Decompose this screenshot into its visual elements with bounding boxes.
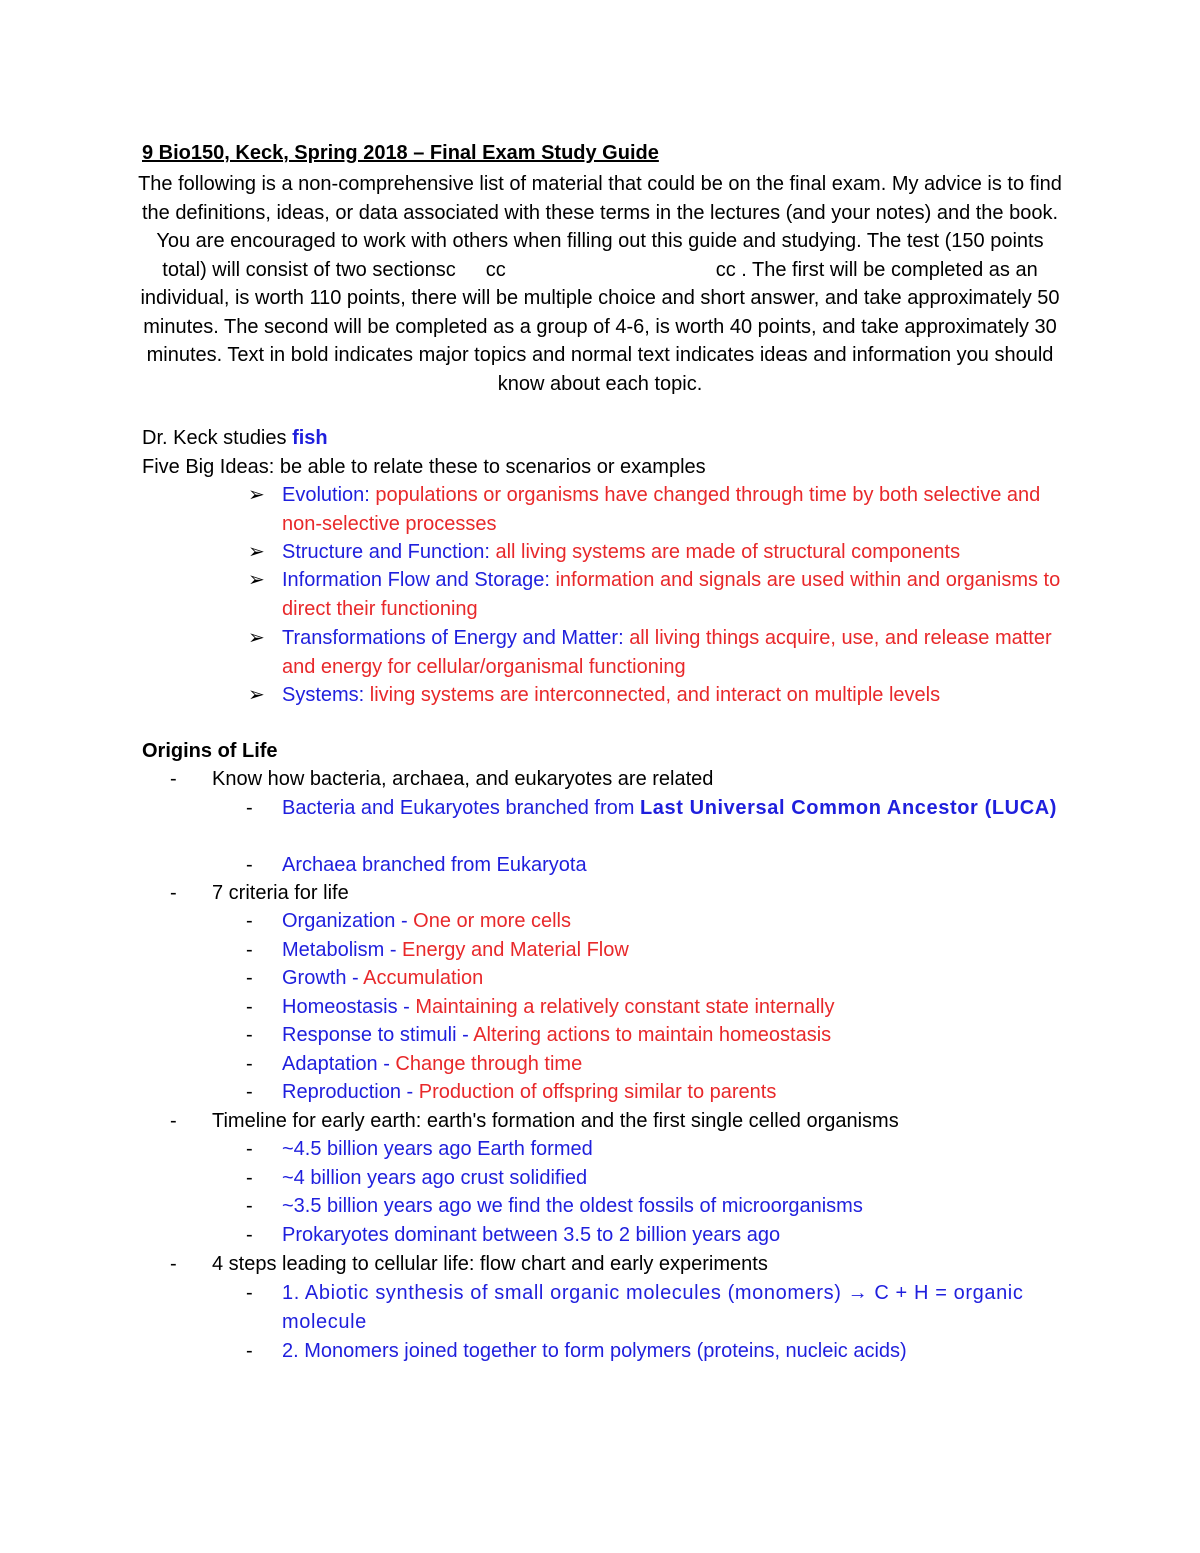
big-ideas-heading: Five Big Ideas: be able to relate these to scenarios or examples <box>142 456 706 478</box>
dash-bullet: - <box>246 1081 253 1103</box>
related-label: Know how bacteria, archaea, and eukaryotes are related <box>212 768 714 790</box>
criteria-term: Organization - <box>282 910 414 932</box>
timeline-text: ~4 billion years ago crust solidified <box>282 1167 588 1189</box>
dash-bullet: - <box>170 768 177 790</box>
dash-bullet: - <box>246 1340 253 1362</box>
big-idea-desc: populations or organisms have changed through time by both selective and non-selective processes <box>282 484 1041 535</box>
intro-cc2: cc <box>715 258 736 281</box>
timeline-label: Timeline for early earth: earth's formation and the first single celled organisms <box>212 1110 899 1132</box>
keck-prefix: Dr. Keck studies <box>142 427 293 449</box>
big-idea-item <box>248 566 1068 623</box>
luca-term: Last Universal Common Ancestor (LUCA) <box>639 797 1058 819</box>
criteria-desc: One or more cells <box>413 910 572 932</box>
big-idea-term: Structure and Function: <box>282 541 496 563</box>
criteria-label: 7 criteria for life <box>212 882 349 904</box>
big-idea-term: Information Flow and Storage: <box>282 569 556 591</box>
dash-bullet: - <box>246 967 253 989</box>
timeline-text: Prokaryotes dominant between 3.5 to 2 billion years ago <box>282 1224 781 1246</box>
dash-bullet: - <box>246 910 253 932</box>
big-idea-item <box>248 681 1068 710</box>
criteria-subitem <box>246 936 1066 965</box>
luca-prefix: Bacteria and Eukaryotes branched from <box>282 797 640 819</box>
intro-paragraph <box>132 170 1068 398</box>
big-idea-desc: living systems are interconnected, and interact on multiple levels <box>369 684 941 706</box>
criteria-desc: Change through time <box>395 1053 583 1075</box>
criteria-term: Adaptation - <box>282 1053 396 1075</box>
dash-bullet: - <box>246 797 253 819</box>
criteria-term: Reproduction - <box>282 1081 419 1103</box>
arrow-bullet-icon: ➢ <box>248 541 265 563</box>
dash-bullet: - <box>246 939 253 961</box>
steps-text: 1. Abiotic synthesis of small organic molecules (monomers) → C + H = organic molecule <box>282 1282 1024 1333</box>
dash-bullet: - <box>246 1167 253 1189</box>
big-idea-desc: all living systems are made of structural components <box>495 541 961 563</box>
keck-subject: fish <box>292 427 328 449</box>
criteria-term: Response to stimuli - <box>282 1024 474 1046</box>
keck-line <box>142 424 328 453</box>
criteria-subitem <box>246 907 1066 936</box>
arrow-bullet-icon: ➢ <box>248 484 265 506</box>
timeline-text: ~4.5 billion years ago Earth formed <box>282 1138 593 1160</box>
criteria-desc: Production of offspring similar to parents <box>418 1081 777 1103</box>
big-idea-term: Evolution: <box>282 484 376 506</box>
steps-label: 4 steps leading to cellular life: flow chart and early experiments <box>212 1253 768 1275</box>
dash-bullet: - <box>246 1282 253 1304</box>
dash-bullet: - <box>170 1110 177 1132</box>
criteria-term: Growth - <box>282 967 364 989</box>
criteria-desc: Altering actions to maintain homeostasis <box>473 1024 832 1046</box>
big-idea-item <box>248 481 1068 538</box>
steps-subitem <box>246 1337 1066 1366</box>
big-idea-term: Systems: <box>282 684 370 706</box>
origins-item <box>170 1250 768 1279</box>
big-idea-item <box>248 624 1068 681</box>
dash-bullet: - <box>170 882 177 904</box>
timeline-subitem <box>246 1221 1066 1250</box>
dash-bullet: - <box>246 1138 253 1160</box>
dash-bullet: - <box>246 1053 253 1075</box>
criteria-desc: Accumulation <box>363 967 484 989</box>
origins-item <box>170 879 349 908</box>
big-idea-desc: all living things acquire, use, and release matter and energy for cellular/organismal functioning <box>282 627 1052 678</box>
criteria-subitem <box>246 993 1066 1022</box>
criteria-term: Homeostasis - <box>282 996 416 1018</box>
intro-part2: . The first will be completed as an individual, is worth 110 points, there will be multiple choice and short answer, and take approximately 50 minutes. The second will be completed as a group of 4-6, is worth 40 points, and take approximately 30 minutes. Text in bold indicates major topics and normal text indicates ideas and information you should know about each topic. <box>140 258 1060 395</box>
archaea-text: Archaea branched from Eukaryota <box>282 854 587 876</box>
big-idea-desc: information and signals are used within and organisms to direct their functioning <box>282 569 1061 620</box>
criteria-subitem <box>246 964 1066 993</box>
arrow-bullet-icon: ➢ <box>248 569 265 591</box>
big-idea-term: Transformations of Energy and Matter: <box>282 627 630 649</box>
related-subitem <box>246 794 1066 823</box>
criteria-subitem <box>246 1050 1066 1079</box>
criteria-desc: Energy and Material Flow <box>402 939 629 961</box>
related-subitem <box>246 851 1066 880</box>
timeline-subitem <box>246 1135 1066 1164</box>
dash-bullet: - <box>170 1253 177 1275</box>
document-title: 9 Bio150, Keck, Spring 2018 – Final Exam Study Guide <box>142 142 659 164</box>
criteria-term: Metabolism - <box>282 939 403 961</box>
timeline-subitem <box>246 1192 1066 1221</box>
origins-item <box>170 1107 899 1136</box>
arrow-bullet-icon: ➢ <box>248 684 265 706</box>
intro-cc1: cc <box>485 258 506 281</box>
intro-part1: The following is a non-comprehensive list of material that could be on the final exam. My advice is to find the definitions, ideas, or data associated with these terms in the lectures (and your notes) and the book. You are encouraged to work with others when filling out this guide and studying. The test (150 points total) will consist of two sectionsc <box>138 173 1062 281</box>
dash-bullet: - <box>246 854 253 876</box>
steps-text: 2. Monomers joined together to form polymers (proteins, nucleic acids) <box>282 1340 907 1362</box>
timeline-subitem <box>246 1164 1066 1193</box>
dash-bullet: - <box>246 1224 253 1246</box>
timeline-text: ~3.5 billion years ago we find the oldest fossils of microorganisms <box>282 1195 863 1217</box>
big-idea-item <box>248 538 1068 567</box>
steps-subitem <box>246 1279 1066 1336</box>
criteria-subitem <box>246 1078 1066 1107</box>
dash-bullet: - <box>246 996 253 1018</box>
criteria-desc: Maintaining a relatively constant state internally <box>415 996 835 1018</box>
origins-heading: Origins of Life <box>142 740 278 762</box>
criteria-subitem <box>246 1021 1066 1050</box>
origins-item <box>170 765 713 794</box>
arrow-bullet-icon: ➢ <box>248 627 265 649</box>
dash-bullet: - <box>246 1024 253 1046</box>
dash-bullet: - <box>246 1195 253 1217</box>
